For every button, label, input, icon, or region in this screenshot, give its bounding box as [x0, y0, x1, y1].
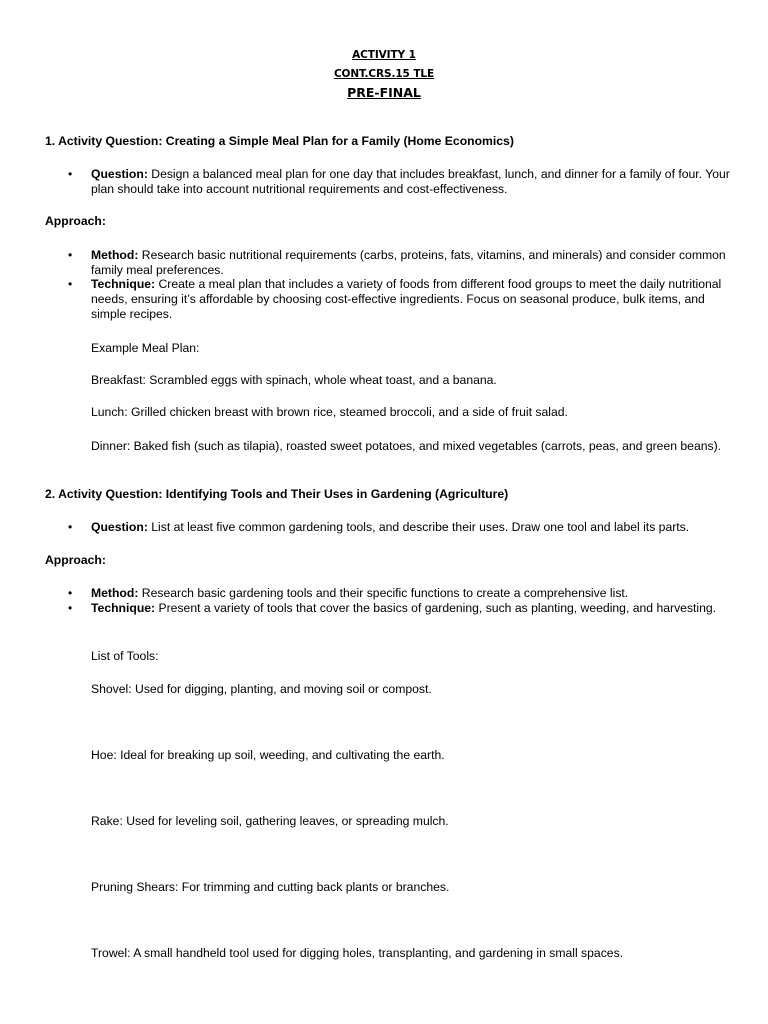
section-2-approach-heading: Approach: [45, 553, 106, 567]
meal-lunch: Lunch: Grilled chicken breast with brown rice, steamed broccoli, and a side of fruit salad. [91, 405, 568, 419]
bullet-icon: • [68, 520, 73, 534]
bullet-icon: • [68, 277, 73, 291]
section-1-method [91, 248, 731, 278]
section-1-technique [91, 277, 731, 322]
question-text: Design a balanced meal plan for one day that includes breakfast, lunch, and dinner for a family of four. Your plan should take into account nutritional requirements and cost-effectiveness. [91, 167, 730, 196]
section-2-method [91, 586, 731, 601]
section-1-approach-heading: Approach: [45, 214, 106, 228]
tool-item: Trowel: A small handheld tool used for digging holes, transplanting, and gardening in small spaces. [91, 946, 624, 960]
method-text: Research basic nutritional requirements (carbs, proteins, fats, vitamins, and minerals) and consider common family meal preferences. [91, 248, 726, 277]
meal-dinner: Dinner: Baked fish (such as tilapia), roasted sweet potatoes, and mixed vegetables (carrots, peas, and green beans). [91, 439, 722, 453]
technique-text: Create a meal plan that includes a variety of foods from different food groups to meet the daily nutritional needs, ensuring it’s affordable by choosing cost-effective ingredients. Focus on seasonal produce, bulk items, and simple recipes. [91, 277, 722, 321]
tool-item: Hoe: Ideal for breaking up soil, weeding, and cultivating the earth. [91, 748, 445, 762]
method-text: Research basic gardening tools and their specific functions to create a comprehensive list. [138, 586, 629, 600]
technique-label: Technique: [91, 277, 156, 291]
bullet-icon: • [68, 601, 73, 615]
method-label: Method: [91, 248, 139, 262]
bullet-icon: • [68, 167, 73, 181]
course-code: CONT.CRS.15 TLE [333, 68, 435, 80]
exam-term: PRE-FINAL [347, 85, 421, 100]
section-1-question [91, 167, 731, 197]
section-2-heading: 2. Activity Question: Identifying Tools and Their Uses in Gardening (Agriculture) [45, 487, 509, 501]
technique-text: Present a variety of tools that cover the basics of gardening, such as planting, weeding, and harvesting. [155, 601, 717, 615]
meal-breakfast: Breakfast: Scrambled eggs with spinach, whole wheat toast, and a banana. [91, 373, 497, 387]
question-label: Question: [91, 520, 148, 534]
tool-item: Pruning Shears: For trimming and cutting back plants or branches. [91, 880, 450, 894]
technique-label: Technique: [91, 601, 156, 615]
bullet-icon: • [68, 248, 73, 262]
question-text: List at least five common gardening tools, and describe their uses. Draw one tool and label its parts. [147, 520, 690, 534]
activity-title: ACTIVITY 1 [352, 49, 416, 61]
method-label: Method: [91, 586, 139, 600]
tool-item: Shovel: Used for digging, planting, and moving soil or compost. [91, 682, 432, 696]
example-meal-plan-title: Example Meal Plan: [91, 341, 200, 355]
section-2-technique [91, 601, 731, 616]
section-2-question [91, 520, 731, 535]
section-1-heading: 1. Activity Question: Creating a Simple Meal Plan for a Family (Home Economics) [45, 134, 514, 148]
tool-item: Rake: Used for leveling soil, gathering leaves, or spreading mulch. [91, 814, 449, 828]
bullet-icon: • [68, 586, 73, 600]
list-of-tools-title: List of Tools: [91, 649, 159, 663]
question-label: Question: [91, 167, 148, 181]
